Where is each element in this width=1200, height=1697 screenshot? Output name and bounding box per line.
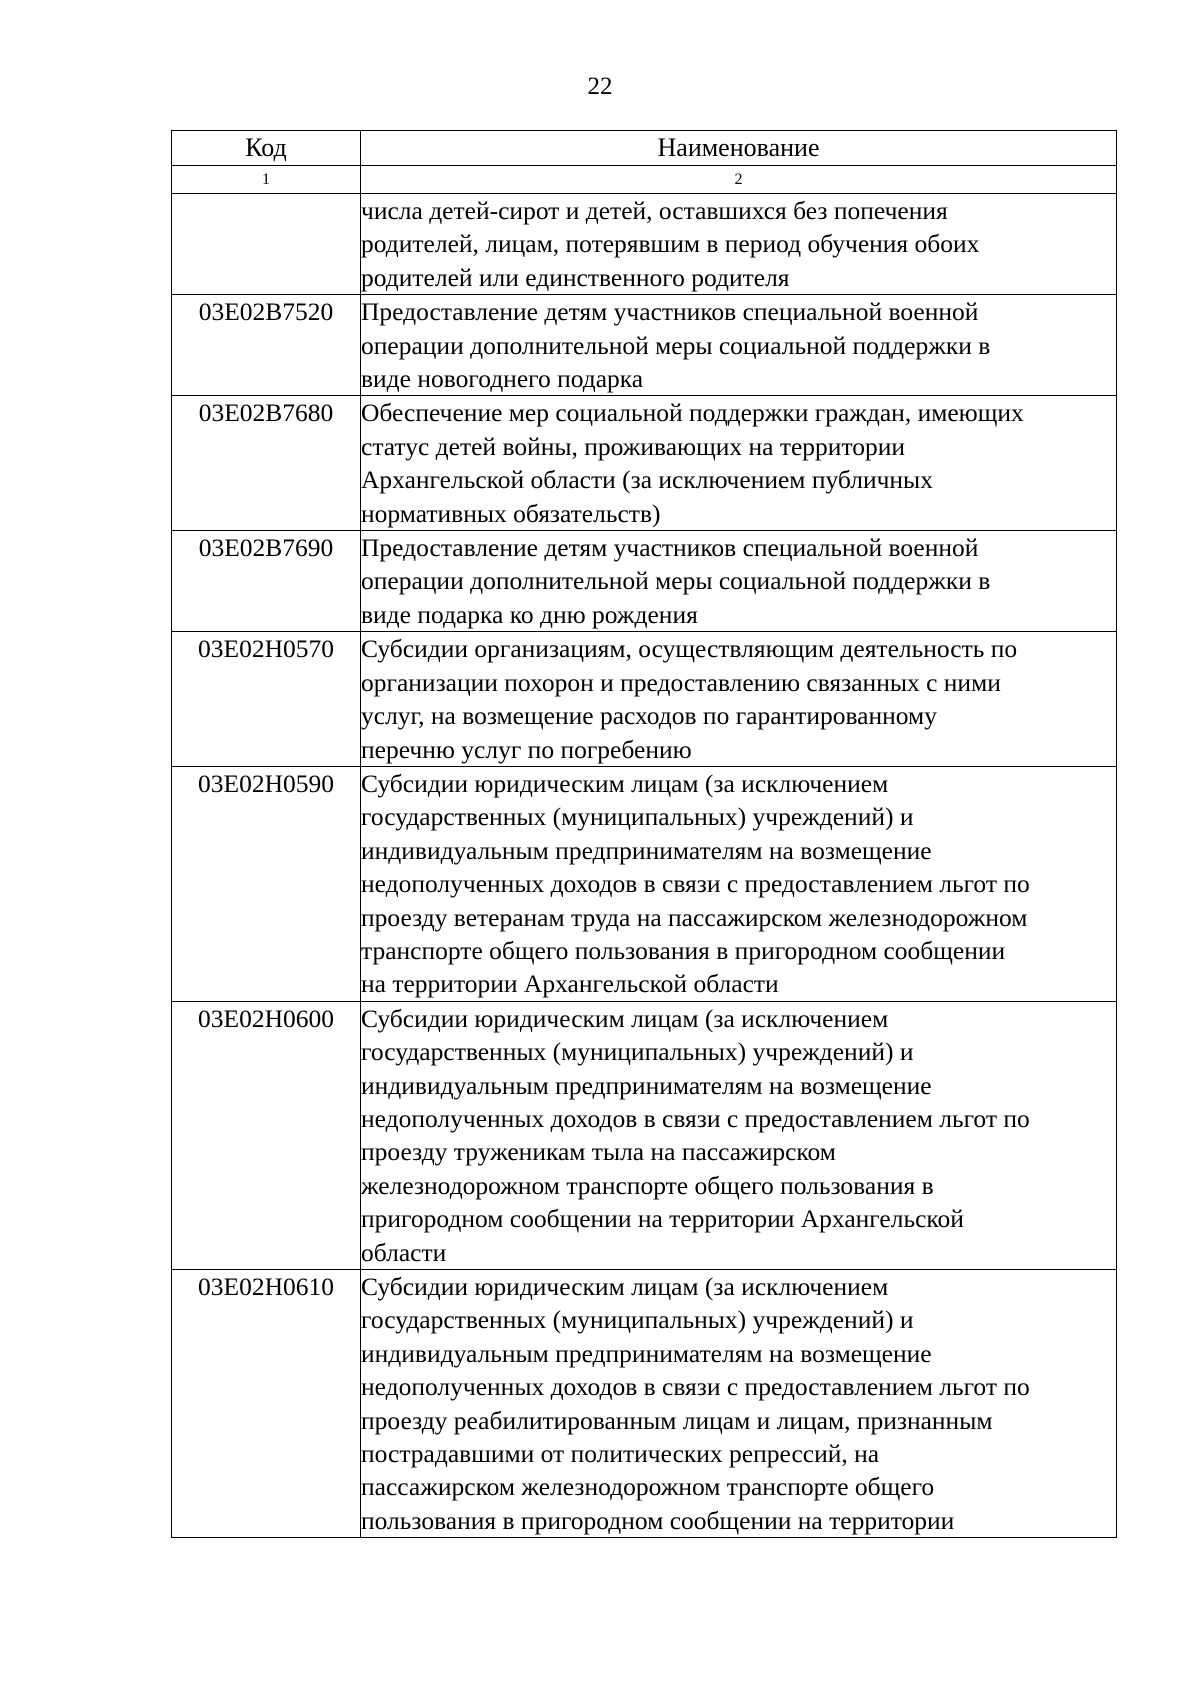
code-cell: 03Е02В7680 [172, 396, 361, 531]
name-cell: Субсидии юридическим лицам (за исключением государственных (муниципальных) учреждений) и индивидуальным предпринимателям на возмещение недополученных доходов в связи с предоставлением льгот по проезду реабилитированным лицам и лицам, признанным пострадавшими от политических репрессий, на пассажирском железнодорожном транспорте общего пользования в пригородном сообщении на территории [361, 1270, 1117, 1538]
code-cell [172, 194, 361, 295]
table-row [172, 396, 1117, 531]
name-cell: Субсидии организациям, осуществляющим деятельность по организации похорон и предоставлению связанных с ними услуг, на возмещение расходов по гарантированному перечню услуг по погребению [361, 632, 1117, 767]
name-cell: Предоставление детям участников специальной военной операции дополнительной меры социальной поддержки в виде новогоднего подарка [361, 295, 1117, 396]
code-cell: 03Е02В7690 [172, 531, 361, 632]
code-cell: 03Е02Н0570 [172, 632, 361, 767]
name-cell: Обеспечение мер социальной поддержки граждан, имеющих статус детей войны, проживающих на территории Архангельской области (за исключением публичных нормативных обязательств) [361, 396, 1117, 531]
column-number-row [172, 166, 1117, 194]
table-header-row [172, 131, 1117, 166]
name-cell: Субсидии юридическим лицам (за исключением государственных (муниципальных) учреждений) и индивидуальным предпринимателям на возмещение недополученных доходов в связи с предоставлением льгот по проезду труженикам тыла на пассажирском железнодорожном транспорте общего пользования в пригородном сообщении на территории Архангельской области [361, 1001, 1117, 1269]
code-cell: 03Е02Н0610 [172, 1270, 361, 1538]
code-cell: 03Е02В7520 [172, 295, 361, 396]
table-row [172, 632, 1117, 767]
code-cell: 03Е02Н0590 [172, 766, 361, 1001]
name-cell: Субсидии юридическим лицам (за исключением государственных (муниципальных) учреждений) и индивидуальным предпринимателям на возмещение недополученных доходов в связи с предоставлением льгот по проезду ветеранам труда на пассажирском железнодорожном транспорте общего пользования в пригородном сообщении на территории Архангельской области [361, 766, 1117, 1001]
table-row [172, 1001, 1117, 1269]
code-cell: 03Е02Н0600 [172, 1001, 361, 1269]
table-row [172, 531, 1117, 632]
table-row [172, 295, 1117, 396]
column-number-name: 2 [361, 166, 1117, 194]
page-number: 22 [587, 73, 613, 100]
table-row [172, 766, 1117, 1001]
table-row [172, 1270, 1117, 1538]
column-number-code: 1 [172, 166, 361, 194]
name-cell: числа детей-сирот и детей, оставшихся без попечения родителей, лицам, потерявшим в период обучения обоих родителей или единственного родителя [361, 194, 1117, 295]
table-row [172, 194, 1117, 295]
header-code: Код [172, 131, 361, 166]
name-cell: Предоставление детям участников специальной военной операции дополнительной меры социальной поддержки в виде подарка ко дню рождения [361, 531, 1117, 632]
budget-codes-table [171, 130, 1117, 1538]
header-name: Наименование [361, 131, 1117, 166]
